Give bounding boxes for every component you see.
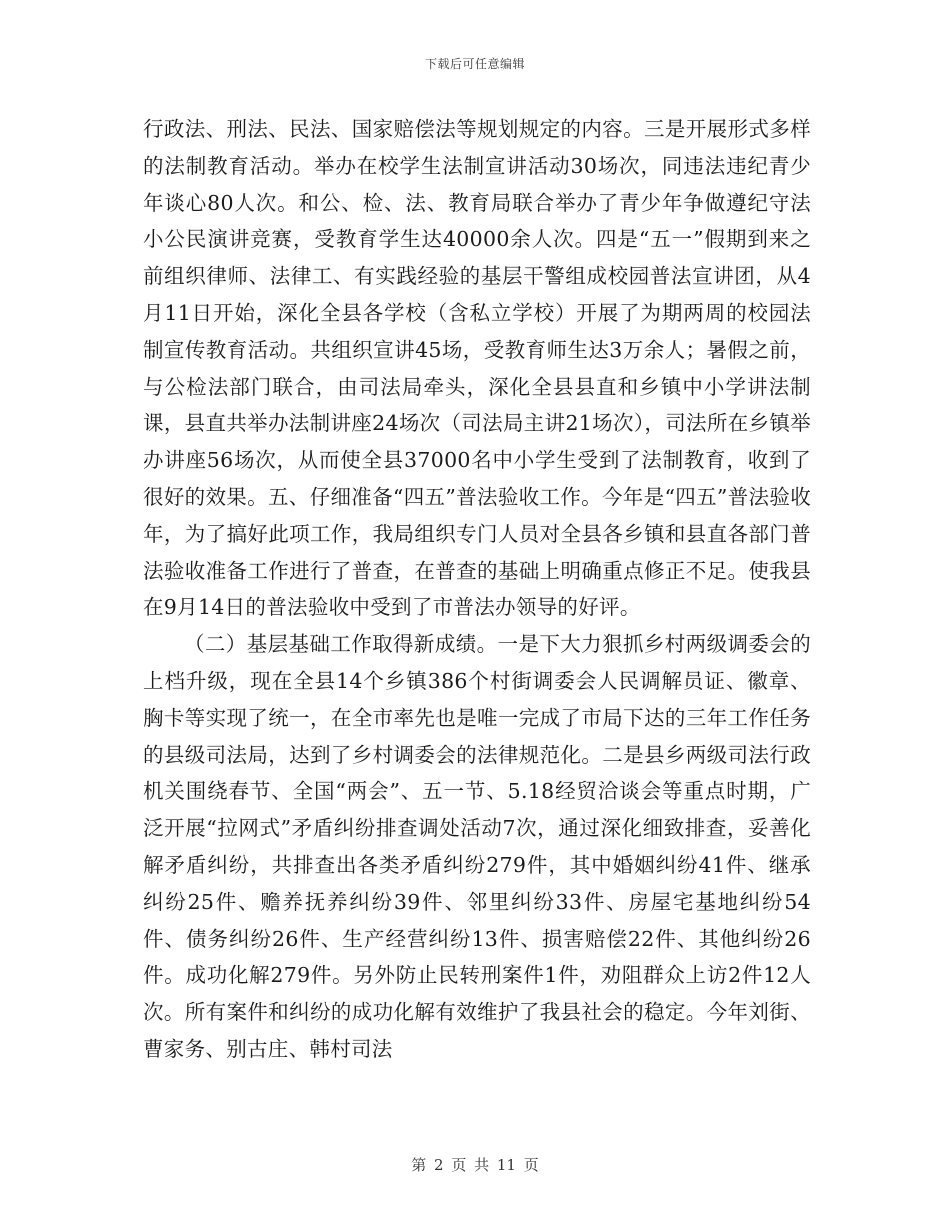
paragraph-1: 行政法、刑法、民法、国家赔偿法等规划规定的内容。三是开展形式多样的法制教育活动。举办在校学生法制宣讲活动30场次，同违法违纪青少年谈心80人次。和公、检、法、教育局联合举办了青少年争做遵纪守法小公民演讲竞赛，受教育学生达40000余人次。四是“五一”假期到来之前组织律师、法律工、有实践经验的基层干警组成校园普法宣讲团，从4月11日开始，深化全县各学校（含私立学校）开展了为期两周的校园法制宣传教育活动。共组织宣讲45场，受教育师生达3万余人；暑假之前，与公检法部门联合，由司法局牵头，深化全县县直和乡镇中小学讲法制课，县直共举办法制讲座24场次（司法局主讲21场次），司法所在乡镇举办讲座56场次，从而使全县37000名中小学生受到了法制教育，收到了很好的效果。五、仔细准备“四五”普法验收工作。今年是“四五”普法验收年，为了搞好此项工作，我局组织专门人员对全县各乡镇和县直各部门普法验收准备工作进行了普查，在普查的基础上明确重点修正不足。使我县在9月14日的普法验收中受到了市普法办领导的好评。 [143,117,811,620]
page-header: 下载后可任意编辑 [424,57,525,71]
page-number-footer: 第 2 页 共 11 页 [411,1156,539,1174]
paragraph-2: （二）基层基础工作取得新成绩。一是下大力狠抓乡村两级调委会的上档升级，现在全县14个乡镇386个村街调委会人民调解员证、徽章、胸卡等实现了统一，在全市率先也是唯一完成了市局下达的三年工作任务的县级司法局，达到了乡村调委会的法律规范化。二是县乡两级司法行政机关围绕春节、全国“两会”、五一节、5.18经贸洽谈会等重点时期，广泛开展“拉网式”矛盾纠纷排查调处活动7次，通过深化细致排查，妥善化解矛盾纠纷，共排查出各类矛盾纠纷279件，其中婚姻纠纷41件、继承纠纷25件、赡养抚养纠纷39件、邻里纠纷33件、房屋宅基地纠纷54件、债务纠纷26件、生产经营纠纷13件、损害赔偿22件、其他纠纷26件。成功化解279件。另外防止民转刑案件1件，劝阻群众上访2件12人次。所有案件和纠纷的成功化解有效维护了我县社会的稳定。今年刘街、曹家务、别古庄、韩村司法 [143,632,811,1061]
document-body [143,111,811,1068]
